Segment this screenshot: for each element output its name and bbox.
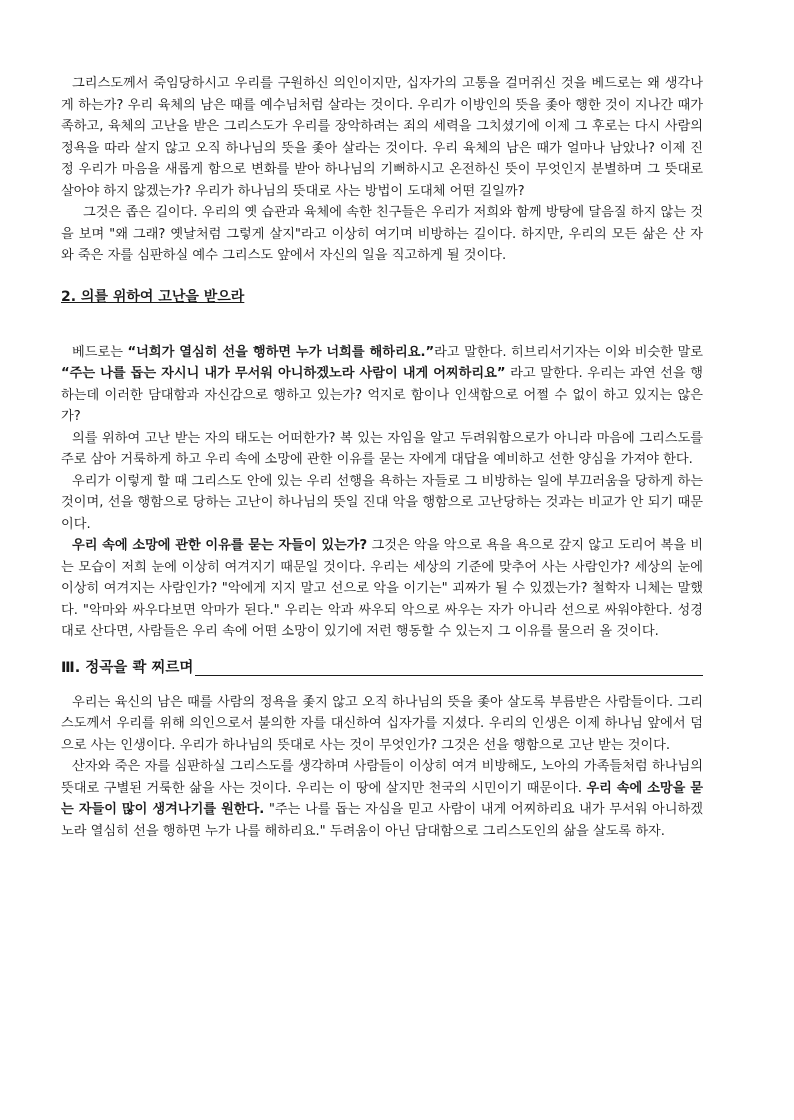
paragraph-3-text-a: 베드로는 xyxy=(72,344,128,360)
paragraph-2: 그것은 좁은 길이다. 우리의 옛 습관과 육체에 속한 친구들은 우리가 저희와 함께 방탕에 달음질 하지 않는 것을 보며 "왜 그래? 옛날처럼 그렇게 살지"라고 이상히 여기며 비방하는 길이다. 하지만, 우리의 모든 삶은 산 자와 죽은 자를 심판하실 예수 그리스도 앞에서 자신의 일을 직고하게 될 것이다. xyxy=(61,205,703,263)
paragraph-3-text-c: 라고 말한다. 히브리서기자는 이와 비슷한 말로 xyxy=(434,344,703,360)
paragraph-3-quote-1: “너희가 열심히 선을 행하면 누가 너희를 해하리요.” xyxy=(127,344,435,360)
heading-rule xyxy=(195,675,703,676)
section-3-title: Ⅲ. 정곡을 콱 찌르며 xyxy=(61,659,194,676)
paragraph-8-text-a: 산자와 죽은 자를 심판하실 그리스도를 생각하며 사람들이 이상히 여겨 비방해도, 노아의 가족들처럼 하나님의 뜻대로 구별된 거룩한 삶을 사는 것이다. 우리는 이 땅에 살지만 천국의 시민이기 때문이다. xyxy=(61,759,703,796)
paragraph-8 xyxy=(61,756,703,842)
paragraph-5: 우리가 이렇게 할 때 그리스도 안에 있는 우리 선행을 욕하는 자들로 그 비방하는 일에 부끄러움을 당하게 하는 것이며, 선을 행함으로 당하는 고난이 하나님의 뜻일 진대 악을 행함으로 고난당하는 것과는 비교가 안 되기 때문이다. xyxy=(61,473,703,532)
section-2-heading: 2. 의를 위하여 고난을 받으라 xyxy=(61,288,245,305)
section-3-heading xyxy=(61,657,703,679)
paragraph-6-emphasis: 우리 속에 소망에 관한 이유를 묻는 자들이 있는가? xyxy=(72,538,368,553)
paragraph-6-text: 그것은 악을 악으로 욕을 욕으로 갚지 않고 도리어 복을 비는 모습이 저희 눈에 이상히 여겨지기 때문일 것이다. 우리는 세상의 기준에 맞추어 사는 사람인가? 세상의 눈에 이상히 여겨지는 사람인가? "악에게 지지 말고 선으로 악을 이기는" 괴짜가 될 수 있겠는가? 철학자 니체는 말했다. "악마와 싸우다보면 악마가 된다." 우리는 악과 싸우되 악으로 싸우는 자가 아니라 선으로 싸워야한다. 성경대로 산다면, 사람들은 우리 속에 어떤 소망이 있기에 저런 행동할 수 있는지 그 이유를 물으러 올 것이다. xyxy=(61,538,703,639)
paragraph-1: 그리스도께서 죽임당하시고 우리를 구원하신 의인이지만, 십자가의 고통을 걸머쥐신 것을 베드로는 왜 생각나게 하는가? 우리 육체의 남은 때를 예수님처럼 살라는 것이다. 우리가 이방인의 뜻을 좇아 행한 것이 지나간 때가 족하고, 육체의 고난을 받은 그리스도가 우리를 장악하려는 죄의 세력을 그치셨기에 이제 그 후로는 다시 사람의 정욕을 따라 살지 않고 오직 하나님의 뜻을 좇아 살라는 것이다. 우리 육체의 남은 때가 얼마나 남았나? 이제 진정 우리가 마음을 새롭게 함으로 변화를 받아 하나님의 기뻐하시고 온전하신 뜻이 무엇인지 분별하며 그 뜻대로 살아야 하지 않겠는가? 우리가 하나님의 뜻대로 사는 방법이 도대체 어떤 길일까? xyxy=(61,76,703,199)
paragraph-8-text-c: "주는 나를 돕는 자심을 믿고 사람이 내게 어찌하리요 내가 무서워 아니하겠노라 열심히 선을 행하면 누가 나를 해하리요." 두려움이 아닌 담대함으로 그리스도인의 삶을 살도록 하자. xyxy=(61,802,703,839)
paragraph-6 xyxy=(61,535,703,643)
document-page xyxy=(61,73,703,842)
paragraph-4: 의를 위하여 고난 받는 자의 태도는 어떠한가? 복 있는 자임을 알고 두려워함으로가 아니라 마음에 그리스도를 주로 삼아 거룩하게 하고 우리 속에 소망에 관한 이유를 묻는 자에게 대답을 예비하고 선한 양심을 가져야 한다. xyxy=(61,430,703,467)
paragraph-3 xyxy=(61,342,703,428)
paragraph-3-quote-2: “주는 나를 돕는 자시니 내가 무서워 아니하겠노라 사람이 내게 어찌하리요” xyxy=(61,366,506,381)
paragraph-7: 우리는 육신의 남은 때를 사람의 정욕을 좇지 않고 오직 하나님의 뜻을 좇아 살도록 부름받은 사람들이다. 그리스도께서 우리를 위해 의인으로서 불의한 자를 대신하여 십자가를 지셨다. 우리의 인생은 이제 하나님 앞에서 덤으로 사는 인생이다. 우리가 하나님의 뜻대로 사는 것이 무엇인가? 그것은 선을 행함으로 고난 받는 것이다. xyxy=(61,694,703,753)
paragraph-3-text-e: 라고 말한다. 우리는 과연 선을 행하는데 이러한 담대함과 자신감으로 행하고 있는가? 억지로 함이나 인색함으로 어쩔 수 없이 하고 있지는 않은가? xyxy=(61,366,704,424)
paragraph-8-emphasis: 우리 속에 소망을 묻는 자들이 많이 생겨나기를 원한다. xyxy=(61,780,703,817)
